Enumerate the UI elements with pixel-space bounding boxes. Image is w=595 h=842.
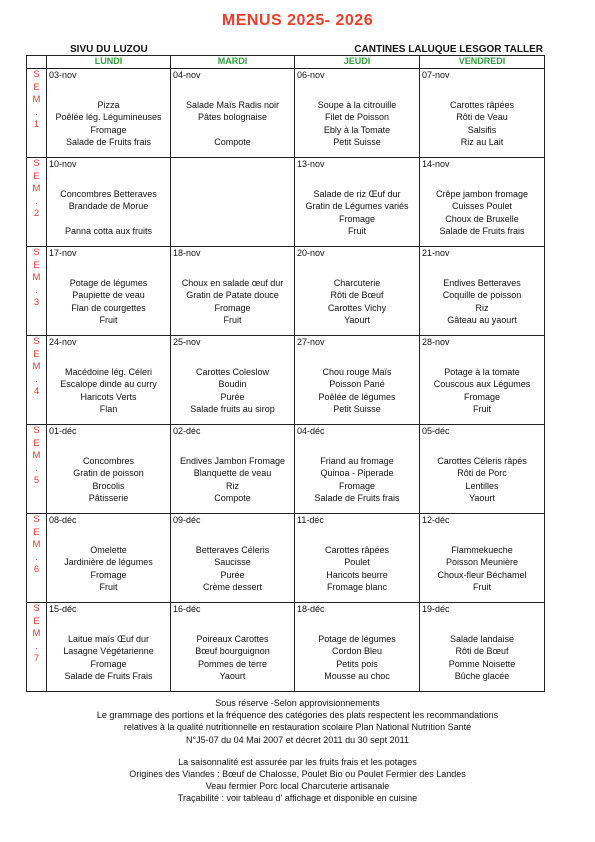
menu-dish: Purée [220, 569, 245, 580]
menu-dish: Chou rouge Maïs [322, 366, 392, 377]
menu-date: 15-déc [49, 604, 77, 614]
menu-dish [171, 264, 294, 277]
day-header-row [27, 56, 545, 69]
menu-dish: Panna cotta aux fruits [64, 226, 153, 237]
menu-dish: Betteraves Céleris [195, 544, 270, 555]
week-label-char: S [33, 158, 40, 169]
menu-dishes [420, 81, 544, 149]
week-label [27, 603, 47, 692]
menu-dish: Salade de Fruits frais [314, 493, 400, 504]
footer-line: Sous réserve -Selon approvisionnements [215, 698, 380, 708]
menu-date: 19-déc [422, 604, 450, 614]
menu-dish: Omelette [90, 544, 127, 555]
menu-dish [171, 124, 294, 137]
week-row [27, 69, 545, 158]
menu-dish [47, 620, 170, 633]
menu-dish: Petits pois [336, 658, 378, 669]
menu-dish: Gâteau au yaourt [447, 315, 517, 326]
menu-day-cell [47, 69, 171, 158]
week-label-char: . [35, 373, 38, 385]
menu-dishes [295, 437, 419, 505]
menu-dish: Ebly à la Tomate [323, 124, 391, 135]
menu-dishes [295, 526, 419, 594]
menu-dish: Petit Suisse [333, 404, 381, 415]
menu-day-cell [171, 603, 295, 692]
week-label-char: . [35, 640, 38, 652]
menu-day-cell [295, 158, 420, 247]
menu-date: 07-nov [422, 70, 450, 80]
menu-dish: Gratin de Légumes variés [305, 201, 409, 212]
week-label-char: M [32, 361, 41, 372]
menu-dish: Flan [99, 404, 118, 415]
day-header-monday: LUNDI [47, 56, 171, 69]
week-label-char: S [33, 514, 40, 525]
menu-dishes [171, 437, 294, 505]
menu-dish: Carottes Coleslow [195, 366, 270, 377]
menu-dish: Rôti de Bœuf [330, 290, 384, 301]
week-label-char: S [33, 603, 40, 614]
menu-dish: Fromage blanc [326, 582, 388, 593]
menu-table [26, 55, 545, 692]
menu-dish: Salade de Fruits frais [439, 226, 525, 237]
menu-dish: Salsifis [467, 124, 497, 135]
week-label-char: 7 [33, 653, 40, 664]
menu-dish: Haricots beurre [326, 569, 388, 580]
week-label-char: S [33, 336, 40, 347]
week-label-char: E [33, 348, 40, 360]
menu-dish: Carottes râpées [324, 544, 390, 555]
week-label-char: . [35, 106, 38, 118]
menu-dish: Bûche glacée [454, 671, 510, 682]
menu-dish: Purée [220, 391, 245, 402]
menu-dishes [295, 170, 419, 238]
menu-dishes [47, 259, 170, 327]
menu-date: 03-nov [49, 70, 77, 80]
menu-date: 04-nov [173, 70, 201, 80]
menu-dish: Salade fruits au sirop [190, 404, 275, 415]
menu-day-cell [420, 336, 545, 425]
menu-day-cell [420, 158, 545, 247]
menu-dish: Fromage [90, 658, 127, 669]
menu-date: 27-nov [297, 337, 325, 347]
menu-dishes [171, 259, 294, 327]
menu-day-cell [295, 603, 420, 692]
menu-dishes [47, 170, 170, 238]
menu-dish: Coquille de poisson [442, 290, 522, 301]
week-label-char: E [33, 526, 40, 538]
menu-dish: Cuisses Poulet [451, 201, 513, 212]
week-row [27, 247, 545, 336]
menu-dish: Fromage [90, 124, 127, 135]
week-row [27, 158, 545, 247]
menu-dish: Poêlée lég. Légumineuses [55, 112, 162, 123]
menu-dish: Cordon Bleu [331, 646, 383, 657]
menu-dishes [295, 348, 419, 416]
menu-dish: Charcuterie [333, 277, 381, 288]
menu-dish [420, 264, 544, 277]
week-label-char: E [33, 259, 40, 271]
menu-dish: Salade de riz Œuf dur [313, 188, 401, 199]
weeks-body [27, 69, 545, 692]
week-label-char: . [35, 195, 38, 207]
menu-day-cell [420, 603, 545, 692]
week-label-char: . [35, 462, 38, 474]
menu-dish [47, 353, 170, 366]
menu-date: 08-déc [49, 515, 77, 525]
menu-dish: Rôti de Porc [457, 468, 507, 479]
menu-dishes [420, 437, 544, 505]
page-title: MENUS 2025- 2026 [221, 12, 374, 29]
menu-dish: Potage de légumes [69, 277, 148, 288]
menu-dish: Fromage [90, 569, 127, 580]
menu-dish: Fromage [214, 302, 251, 313]
menu-date: 18-nov [173, 248, 201, 258]
week-label-char: E [33, 170, 40, 182]
week-label-char: 4 [33, 386, 40, 397]
menu-dish: Rôti de Veau [456, 112, 508, 123]
menu-day-cell [295, 425, 420, 514]
menu-day-cell [47, 603, 171, 692]
menu-dish: Carottes râpées [449, 99, 515, 110]
menu-dish [47, 531, 170, 544]
menu-dish [171, 353, 294, 366]
menu-dishes [171, 159, 294, 164]
menu-day-cell [47, 514, 171, 603]
footer-line: Le grammage des portions et la fréquence des catégories des plats respectent les recommandations [96, 710, 499, 721]
menu-dishes [420, 615, 544, 683]
menu-day-cell [420, 425, 545, 514]
menu-dish [171, 620, 294, 633]
menu-dish: Rôti de Bœuf [455, 646, 509, 657]
menu-dish: Poulet [344, 557, 370, 568]
menu-dish: Haricots Verts [80, 391, 137, 402]
menu-date: 14-nov [422, 159, 450, 169]
menu-dish: Carottes Céleris râpés [437, 455, 527, 466]
menu-day-cell [47, 247, 171, 336]
menu-dish: Choux-fleur Béchamel [437, 569, 527, 580]
menu-date: 16-déc [173, 604, 201, 614]
menu-dish: Gratin de Patate douce [186, 290, 279, 301]
footer-block-nutrition [0, 697, 595, 746]
menu-date: 25-nov [173, 337, 201, 347]
menu-dishes [171, 526, 294, 594]
menu-dishes [295, 81, 419, 149]
menu-dish: Salade de Fruits frais [65, 137, 152, 148]
menu-dish: Fromage [463, 391, 500, 402]
menu-dish: Endives Betteraves [443, 277, 521, 288]
menu-day-cell [171, 336, 295, 425]
menu-day-cell [171, 425, 295, 514]
menu-dish [171, 442, 294, 455]
week-label-char: S [33, 247, 40, 258]
footer-line: Origines des Viandes : Bœuf de Chalosse, Poulet Bio ou Poulet Fermier des Landes [129, 769, 466, 780]
menu-dish: Escalope dinde au curry [60, 379, 157, 390]
week-label-char: 2 [33, 208, 40, 219]
menu-day-cell [295, 247, 420, 336]
menu-day-cell [420, 514, 545, 603]
menu-day-cell [295, 336, 420, 425]
menu-dish [47, 264, 170, 277]
menu-dish: Concombres [82, 455, 135, 466]
menu-dish [171, 531, 294, 544]
week-row [27, 425, 545, 514]
menu-dish: Salade Maïs Radis noir [185, 99, 280, 110]
menu-dish [295, 353, 419, 366]
menu-date: 20-nov [297, 248, 325, 258]
menu-dish [295, 175, 419, 188]
menu-dish: Petit Suisse [333, 137, 381, 148]
week-label-char: 1 [33, 119, 40, 130]
week-label [27, 69, 47, 158]
menu-dish: Flan de courgettes [71, 302, 146, 313]
week-label-char: M [32, 272, 41, 283]
week-label-char: E [33, 437, 40, 449]
day-header-friday: VENDREDI [420, 56, 545, 69]
week-label-char: M [32, 94, 41, 105]
menu-dish: Fromage [338, 213, 375, 224]
menu-dish: Paupiette de veau [72, 290, 145, 301]
menu-dishes [47, 526, 170, 594]
menu-dish [295, 531, 419, 544]
week-label [27, 425, 47, 514]
menu-dish: Pommes de terre [197, 658, 268, 669]
menu-dish: Choux de Bruxelle [445, 213, 519, 224]
menu-dish: Poisson Meunière [445, 557, 519, 568]
menu-dish [420, 531, 544, 544]
menu-dishes [47, 615, 170, 683]
menu-dishes [47, 437, 170, 505]
week-label-char: . [35, 551, 38, 563]
footer-line: Traçabilité : voir tableau d' affichage et disponible en cuisine [177, 793, 418, 804]
menu-dish [420, 620, 544, 633]
menu-dish [171, 86, 294, 99]
menu-dish: Fromage [338, 480, 375, 491]
menu-dishes [171, 348, 294, 416]
menu-dish: Crêpe jambon fromage [435, 188, 529, 199]
menu-dish: Poêlée de légumes [318, 391, 396, 402]
menu-dishes [420, 259, 544, 327]
menu-dish: Yaourt [344, 315, 370, 326]
menu-day-cell [420, 247, 545, 336]
menu-dish: Mousse au choc [324, 671, 390, 682]
menu-dish: Filet de Poisson [324, 112, 390, 123]
footer-line: La saisonnalité est assurée par les fruits frais et les potages [178, 756, 417, 767]
week-label-char: M [32, 628, 41, 639]
menu-dish: Compote [214, 493, 251, 504]
menu-dish: Fruit [223, 315, 242, 326]
menu-dish: Brandade de Morue [68, 201, 149, 212]
menu-dish [420, 175, 544, 188]
menu-dish: Saucisse [214, 557, 251, 568]
menu-date: 05-déc [422, 426, 450, 436]
menu-dish: Blanquette de veau [193, 468, 272, 479]
menu-dish: Quinoa - Piperade [320, 468, 394, 479]
menu-dish: Fruit [348, 226, 366, 237]
week-label-char: 6 [33, 564, 40, 575]
menu-day-cell [295, 514, 420, 603]
week-label-char: M [32, 183, 41, 194]
week-label-char: E [33, 615, 40, 627]
menu-dishes [171, 615, 294, 683]
week-label [27, 158, 47, 247]
menu-dish: Bœuf bourguignon [195, 646, 270, 657]
header-corner [27, 56, 47, 69]
menu-dish: Pâtisserie [88, 493, 129, 504]
footer-notes [0, 697, 595, 805]
menu-dish: Carottes Vichy [327, 302, 387, 313]
menu-day-cell [420, 69, 545, 158]
menu-dish [295, 86, 419, 99]
menu-dish: Potage à la tomate [444, 366, 520, 377]
menu-dish: Laitue maïs Œuf dur [67, 633, 150, 644]
menu-dish: Fruit [99, 582, 118, 593]
menu-dish: Pizza [97, 99, 120, 110]
menu-dish: Yaourt [469, 493, 495, 504]
menu-day-cell [171, 514, 295, 603]
menu-dish: Soupe à la citrouille [317, 99, 397, 110]
menu-date: 24-nov [49, 337, 77, 347]
menu-dish: Poisson Pané [329, 379, 385, 390]
week-label-char: . [35, 284, 38, 296]
week-label [27, 514, 47, 603]
menu-day-cell [47, 336, 171, 425]
menu-date: 12-déc [422, 515, 450, 525]
menu-dish: Salade de Fruits Frais [64, 671, 153, 682]
menu-dish: Choux en salade œuf dur [181, 277, 284, 288]
menu-day-cell [295, 69, 420, 158]
menu-date: 28-nov [422, 337, 450, 347]
week-label-char: 3 [33, 297, 40, 308]
menu-dish: Lasagne Végétarienne [63, 646, 154, 657]
menu-date: 11-déc [297, 515, 324, 525]
canteens-name: CANTINES LALUQUE LESGOR TALLER [354, 44, 543, 55]
menu-date: 13-nov [297, 159, 325, 169]
menu-dishes [171, 81, 294, 149]
menu-day-cell [171, 69, 295, 158]
menu-dishes [47, 348, 170, 416]
week-row [27, 336, 545, 425]
menu-date: 06-nov [297, 70, 325, 80]
menu-dish: Poireaux Carottes [196, 633, 269, 644]
week-label-char: E [33, 81, 40, 93]
week-row [27, 603, 545, 692]
menu-dish: Concombres Betteraves [60, 188, 157, 199]
menu-dish: Riz [226, 480, 239, 491]
menu-dish [295, 620, 419, 633]
menu-dish [420, 442, 544, 455]
menu-dishes [420, 170, 544, 238]
menu-day-cell [47, 425, 171, 514]
menu-dish: Friand au fromage [320, 455, 394, 466]
menu-dish: Lentilles [465, 480, 499, 491]
menu-dish: Yaourt [219, 671, 246, 682]
menu-day-cell [47, 158, 171, 247]
menu-dish: Gratin de poisson [73, 468, 144, 479]
menu-dish: Pomme Noisette [448, 658, 516, 669]
week-label-char: M [32, 539, 41, 550]
week-label-char: 5 [33, 475, 40, 486]
menu-dishes [295, 615, 419, 683]
menu-dish: Salade landaise [449, 633, 515, 644]
footer-block-origins [0, 756, 595, 805]
footer-line: N°J5-07 du 04 Mai 2007 et décret 2011 du 30 sept 2011 [186, 734, 409, 745]
menu-dish: Endives Jambon Fromage [179, 455, 286, 466]
menu-dishes [295, 259, 419, 327]
menu-date: 17-nov [49, 248, 77, 258]
menu-dish [420, 86, 544, 99]
menu-date: 09-déc [173, 515, 201, 525]
menu-dish: Fruit [473, 582, 491, 593]
footer-line: relatives à la qualité nutritionnelle en restauration scolaire Plan National Nutrition Santé [123, 722, 472, 733]
menu-dishes [47, 81, 170, 149]
menu-dish [420, 353, 544, 366]
day-header-thursday: JEUDI [295, 56, 420, 69]
week-row [27, 514, 545, 603]
week-label-char: S [33, 69, 40, 80]
menu-dish: Jardinière de légumes [64, 557, 153, 568]
footer-line: Veau fermier Porc local Charcuterie artisanale [205, 781, 390, 792]
menu-dish: Couscous aux Légumes [433, 379, 531, 390]
menu-dish: Crème dessert [202, 582, 263, 593]
menu-date: 18-déc [297, 604, 325, 614]
week-label-char: M [32, 450, 41, 461]
menu-dish: Boudin [218, 379, 247, 390]
menu-dish [295, 442, 419, 455]
menu-dish: Riz [475, 302, 489, 313]
menu-dishes [420, 348, 544, 416]
menu-dish: Macédoine lég. Céleri [64, 366, 153, 377]
menu-dish [295, 264, 419, 277]
menu-date: 10-nov [49, 159, 77, 169]
menu-dish: Pâtes bolognaise [197, 112, 268, 123]
menu-dish: Fruit [99, 315, 118, 326]
menu-dish: Fruit [473, 404, 491, 415]
menu-dish: Compote [214, 137, 251, 148]
organization-name: SIVU DU LUZOU [70, 44, 148, 55]
menu-dishes [420, 526, 544, 594]
menu-date: 04-déc [297, 426, 325, 436]
week-label [27, 247, 47, 336]
menu-date: 21-nov [422, 248, 450, 258]
day-header-tuesday: MARDI [171, 56, 295, 69]
menu-dish: Flammekueche [451, 544, 513, 555]
menu-dish [47, 442, 170, 455]
menu-dish [47, 175, 170, 188]
menu-dish [47, 86, 170, 99]
week-label [27, 336, 47, 425]
menu-dish [47, 213, 170, 226]
menu-date: 01-déc [49, 426, 77, 436]
menu-dish: Brocolis [92, 480, 125, 491]
week-label-char: S [33, 425, 40, 436]
menu-day-cell [171, 158, 295, 247]
menu-day-cell [171, 247, 295, 336]
menu-date: 02-déc [173, 426, 201, 436]
menu-dish: Potage de légumes [318, 633, 396, 644]
menu-dish: Riz au Lait [460, 137, 504, 148]
